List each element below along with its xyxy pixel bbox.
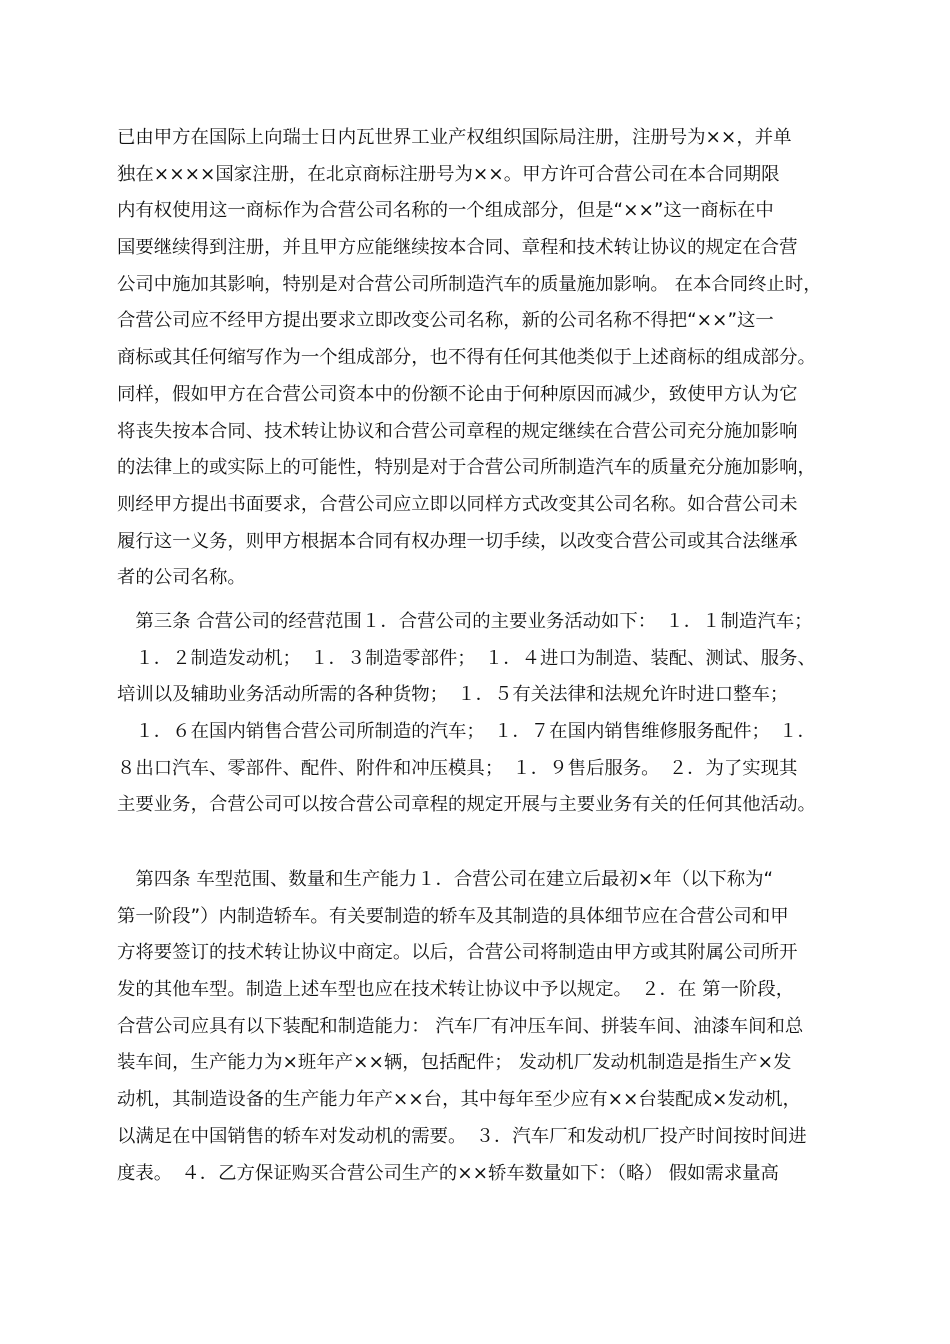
- text-line: 培训以及辅助业务活动所需的各种货物； １．５有关法律和法规允许时进口整车；: [117, 684, 789, 706]
- text-line: 合营公司应具有以下装配和制造能力： 汽车厂有冲压车间、拼装车间、油漆车间和总: [117, 1015, 804, 1037]
- text-line: 方将要签订的技术转让协议中商定。以后，合营公司将制造由甲方或其附属公司所开: [117, 942, 798, 964]
- text-line: 第一阶段”）内制造轿车。有关要制造的轿车及其制造的具体细节应在合营公司和甲: [117, 905, 789, 927]
- text-line: 则经甲方提出书面要求，合营公司应立即以同样方式改变其公司名称。如合营公司未: [117, 493, 798, 515]
- text-line: 国要继续得到注册，并且甲方应能继续按本合同、章程和技术转让协议的规定在合营: [117, 237, 798, 259]
- text-line: 发的其他车型。制造上述车型也应在技术转让协议中予以规定。 ２．在 第一阶段，: [117, 979, 795, 1001]
- text-line: 内有权使用这一商标作为合营公司名称的一个组成部分，但是“××”这一商标在中: [117, 200, 774, 222]
- paragraph-trademark: [117, 120, 857, 597]
- text-line: 度表。 ４．乙方保证购买合营公司生产的××轿车数量如下：（略） 假如需求量高: [117, 1162, 779, 1184]
- text-line: 以满足在中国销售的轿车对发动机的需要。 ３．汽车厂和发动机厂投产时间按时间进: [117, 1125, 807, 1147]
- text-line: 商标或其任何缩写作为一个组成部分，也不得有任何其他类似于上述商标的组成部分。: [117, 347, 816, 369]
- text-line: 装车间，生产能力为×班年产××辆，包括配件； 发动机厂发动机制造是指生产×发: [117, 1052, 792, 1074]
- text-line: １．６在国内销售合营公司所制造的汽车； １．７在国内销售维修服务配件； １．: [117, 721, 816, 743]
- text-line: 已由甲方在国际上向瑞士日内瓦世界工业产权组织国际局注册，注册号为××，并单: [117, 127, 792, 148]
- text-line: 独在××××国家注册，在北京商标注册号为××。甲方许可合营公司在本合同期限: [117, 163, 780, 185]
- text-line: 履行这一义务，则甲方根据本合同有权办理一切手续，以改变合营公司或其合法继承: [117, 530, 798, 552]
- text-line: 合营公司应不经甲方提出要求立即改变公司名称，新的公司名称不得把“××”这一: [117, 310, 774, 332]
- text-line: 将丧失按本合同、技术转让协议和合营公司章程的规定继续在合营公司充分施加影响: [117, 420, 798, 442]
- text-line: 主要业务，合营公司可以按合营公司章程的规定开展与主要业务有关的任何其他活动。: [117, 794, 816, 816]
- text-line: 者的公司名称。: [117, 567, 246, 589]
- text-line: １．２制造发动机； １．３制造零部件； １．４进口为制造、装配、测试、服务、: [117, 647, 816, 669]
- text-line: 动机，其制造设备的生产能力年产××台，其中每年至少应有××台装配成×发动机，: [117, 1089, 801, 1111]
- text-line: ８出口汽车、零部件、配件、附件和冲压模具； １．９售后服务。 ２．为了实现其: [117, 757, 798, 779]
- text-line: 同样，假如甲方在合营公司资本中的份额不论由于何种原因而减少，致使甲方认为它: [117, 383, 798, 405]
- text-line: 第三条 合营公司的经营范围１．合营公司的主要业务活动如下： １．１制造汽车；: [117, 611, 813, 632]
- paragraph-article-4: [117, 862, 857, 1192]
- text-line: 第四条 车型范围、数量和生产能力１．合营公司在建立后最初×年（以下称为“: [117, 869, 774, 890]
- paragraph-article-3: [117, 604, 857, 824]
- text-line: 的法律上的或实际上的可能性，特别是对于合营公司所制造汽车的质量充分施加影响，: [117, 457, 816, 479]
- text-line: 公司中施加其影响，特别是对合营公司所制造汽车的质量施加影响。 在本合同终止时，: [117, 273, 822, 295]
